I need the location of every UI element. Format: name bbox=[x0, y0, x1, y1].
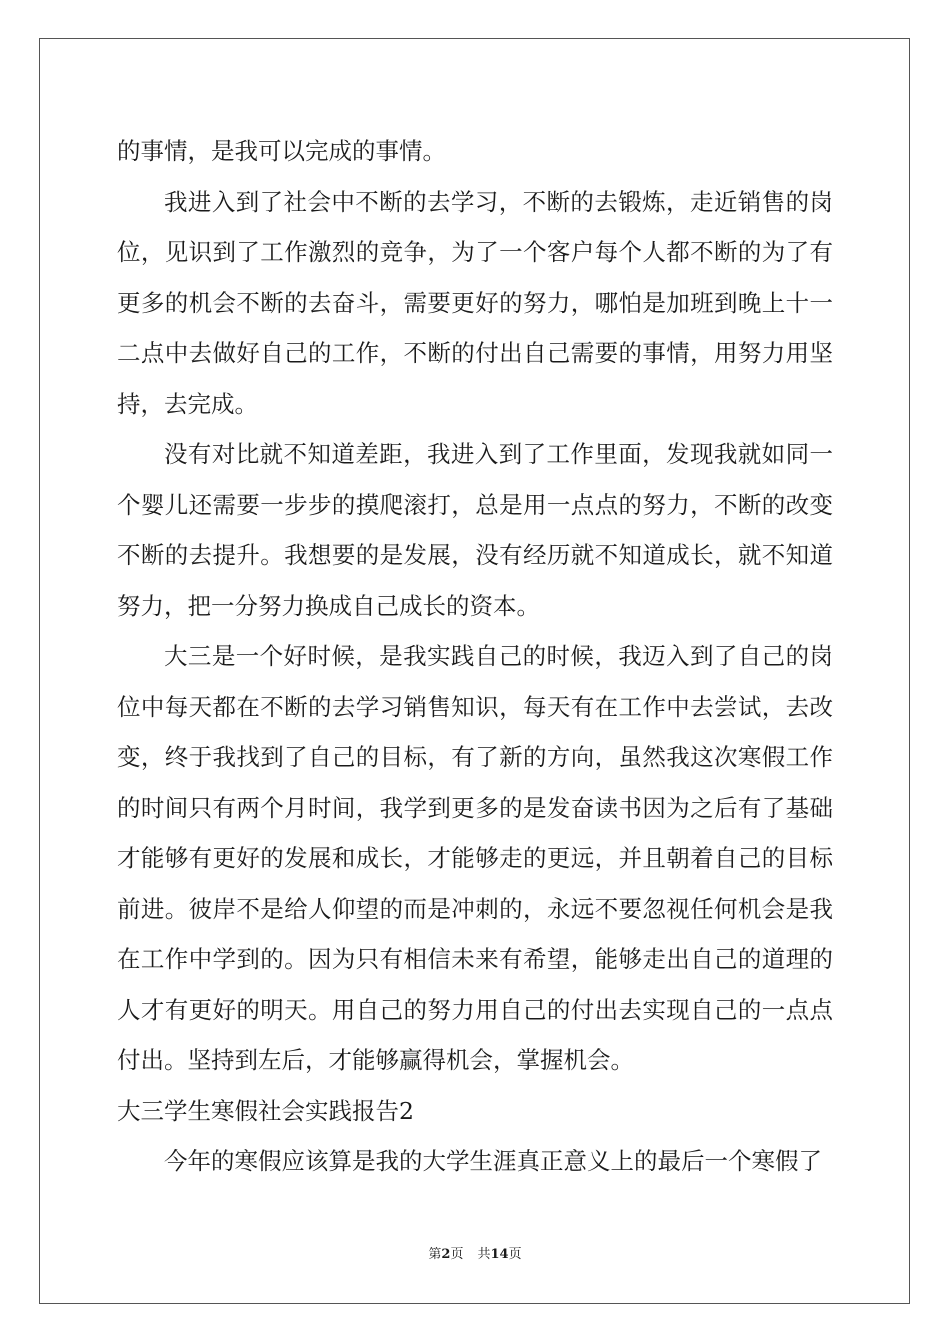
paragraph: 大三是一个好时候，是我实践自己的时候，我迈入到了自己的岗位中每天都在不断的去学习销售知识，每天有在工作中去尝试，去改变，终于我找到了自己的目标，有了新的方向，虽然我这次寒假工作的时间只有两个月时间，我学到更多的是发奋读书因为之后有了基础才能够有更好的发展和成长，才能够走的更远，并且朝着自己的目标前进。彼岸不是给人仰望的而是冲刺的，永远不要忽视任何机会是我在工作中学到的。因为只有相信未来有希望，能够走出自己的道理的人才有更好的明天。用自己的努力用自己的付出去实现自己的一点点付出。坚持到左后，才能够赢得机会，掌握机会。 bbox=[117, 642, 833, 1074]
total-suffix: 页 bbox=[508, 1247, 522, 1262]
page-footer bbox=[0, 1246, 950, 1264]
paragraph-continued: 的事情，是我可以完成的事情。 bbox=[117, 137, 446, 165]
page-number: 2 bbox=[441, 1247, 451, 1262]
paragraph: 今年的寒假应该算是我的大学生涯真正意义上的最后一个寒假了 bbox=[164, 1147, 822, 1175]
paragraph: 我进入到了社会中不断的去学习，不断的去锻炼，走近销售的岗位，见识到了工作激烈的竞争，为了一个客户每个人都不断的为了有更多的机会不断的去奋斗，需要更好的努力，哪怕是加班到晚上十一二点中去做好自己的工作，不断的付出自己需要的事情，用努力用坚持，去完成。 bbox=[117, 187, 833, 418]
total-prefix: 共 bbox=[477, 1247, 491, 1262]
section-heading: 大三学生寒假社会实践报告2 bbox=[117, 1096, 414, 1125]
total-pages: 14 bbox=[490, 1247, 509, 1262]
page-prefix: 第 bbox=[428, 1247, 442, 1262]
document-body bbox=[117, 126, 833, 1187]
page-suffix: 页 bbox=[450, 1247, 464, 1262]
paragraph: 没有对比就不知道差距，我进入到了工作里面，发现我就如同一个婴儿还需要一步步的摸爬滚打，总是用一点点的努力，不断的改变不断的去提升。我想要的是发展，没有经历就不知道成长，就不知道努力，把一分努力换成自己成长的资本。 bbox=[117, 440, 833, 620]
